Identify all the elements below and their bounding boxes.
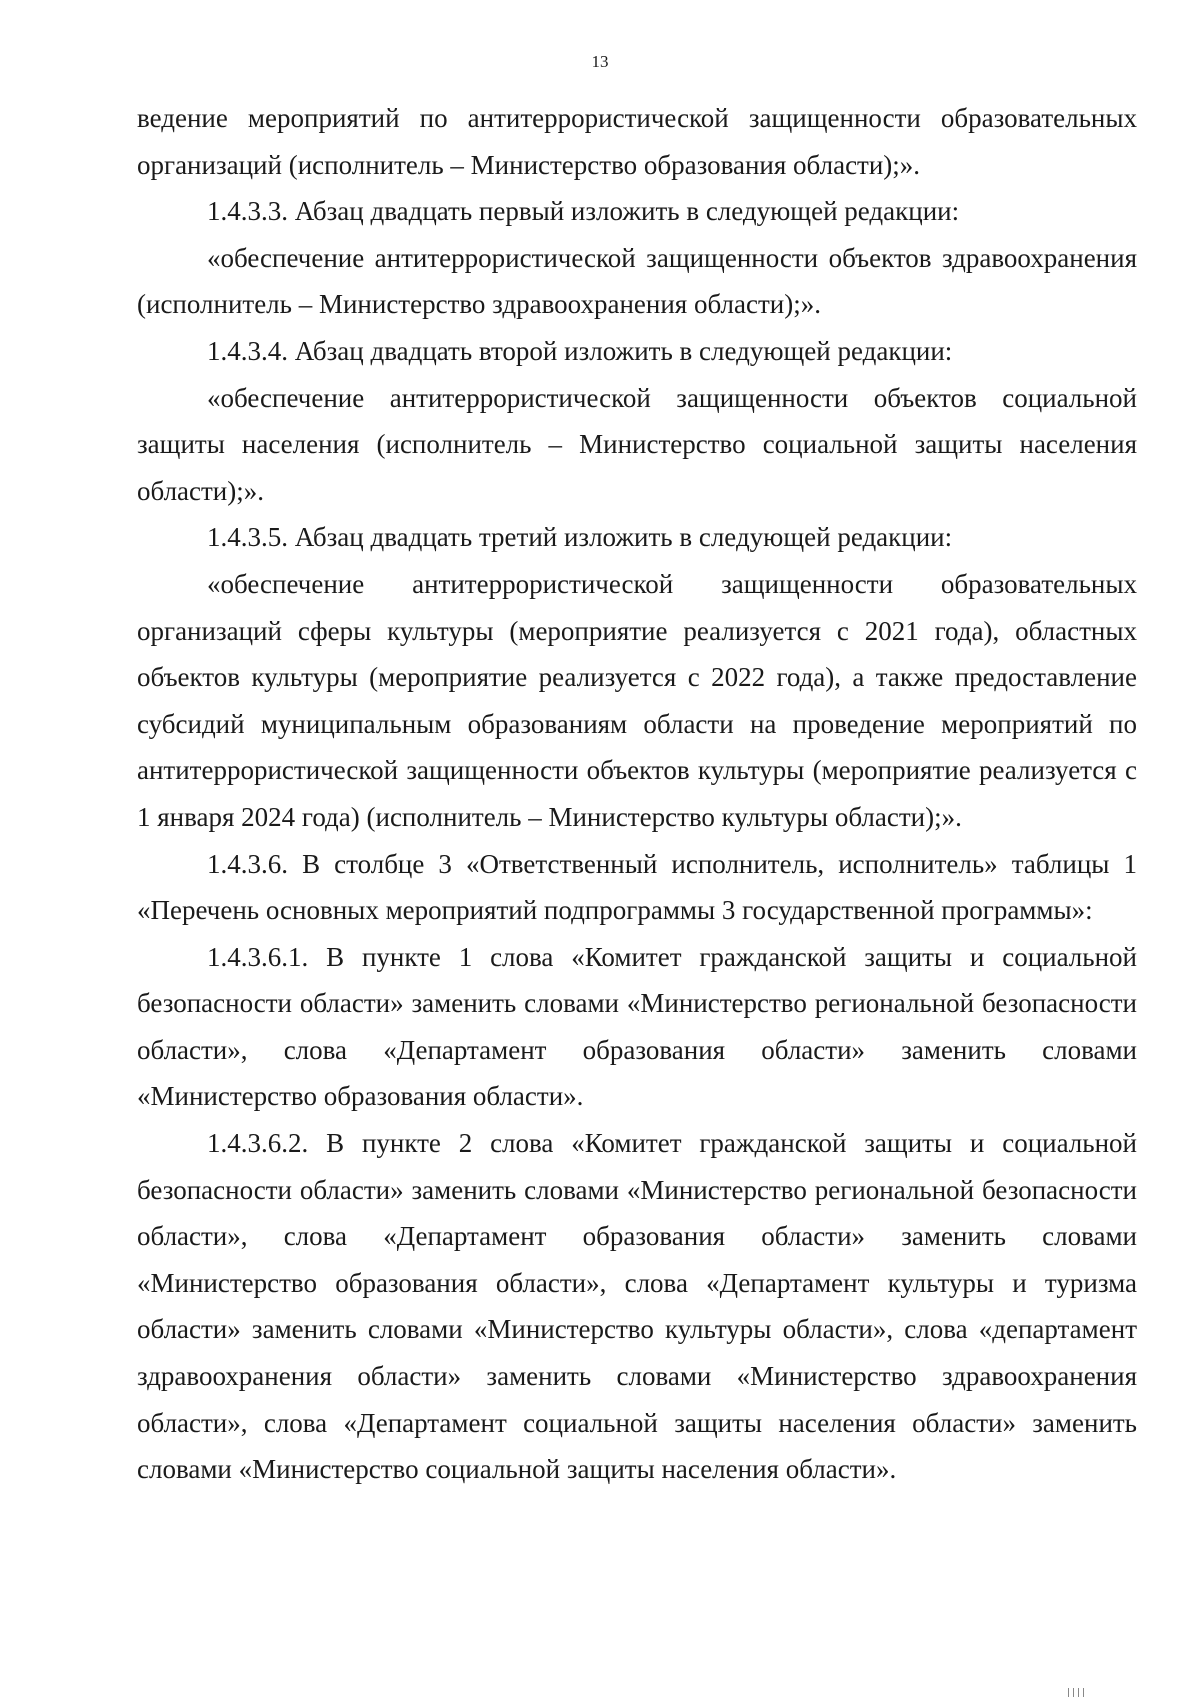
page-number: 13 bbox=[591, 52, 609, 71]
paragraph-continuation: ведение мероприятий по антитеррористической защищенности образовательных организаций (исполнитель – Министерство образования области);». bbox=[137, 103, 1137, 180]
paragraph-1-4-3-6: 1.4.3.6. В столбце 3 «Ответственный исполнитель, исполнитель» таблицы 1 «Перечень основных мероприятий подпрограммы 3 государственной программы»: bbox=[137, 848, 1137, 926]
paragraph-1-4-3-6-1: 1.4.3.6.1. В пункте 1 слова «Комитет гражданской защиты и социальной безопасности области» заменить словами «Министерство региональной безопасности области», слова «Департамент образования области» заменить словами «Министерство образования области». bbox=[137, 941, 1137, 1112]
scan-artifact bbox=[1073, 1688, 1074, 1697]
paragraph-quote-culture: «обеспечение антитеррористической защищенности образовательных организаций сферы культуры (мероприятие реализуется с 2021 года), областных объектов культуры (мероприятие реализуется с 2022 года), а также предоставление субсидий муниципальным образованиям области на проведение мероприятий по антитеррористической защищенности объектов культуры (мероприятие реализуется с 1 января 2024 года) (исполнитель – Министерство культуры области);». bbox=[137, 568, 1137, 832]
paragraph-1-4-3-6-2: 1.4.3.6.2. В пункте 2 слова «Комитет гражданской защиты и социальной безопасности области» заменить словами «Министерство региональной безопасности области», слова «Департамент образования области» заменить словами «Министерство образования области», слова «Департамент культуры и туризма области» заменить словами «Министерство культуры области», слова «департамент здравоохранения области» заменить словами «Министерство здравоохранения области», слова «Департамент социальной защиты населения области» заменить словами «Министерство социальной защиты населения области». bbox=[137, 1128, 1137, 1485]
scan-artifact bbox=[1078, 1688, 1079, 1697]
paragraph-quote-social-protection: «обеспечение антитеррористической защищенности объектов социальной защиты населения (исполнитель – Министерство социальной защиты населения области);». bbox=[137, 382, 1137, 506]
scan-artifact bbox=[1083, 1688, 1084, 1697]
paragraph-1-4-3-4: 1.4.3.4. Абзац двадцать второй изложить в следующей редакции: bbox=[207, 335, 953, 366]
paragraph-1-4-3-5: 1.4.3.5. Абзац двадцать третий изложить в следующей редакции: bbox=[207, 522, 953, 553]
paragraph-quote-healthcare: «обеспечение антитеррористической защищенности объектов здравоохранения (исполнитель – Министерство здравоохранения области);». bbox=[137, 242, 1137, 320]
scan-artifact bbox=[1068, 1688, 1069, 1697]
document-body bbox=[137, 95, 1137, 1493]
paragraph-1-4-3-3: 1.4.3.3. Абзац двадцать первый изложить в следующей редакции: bbox=[207, 196, 960, 227]
